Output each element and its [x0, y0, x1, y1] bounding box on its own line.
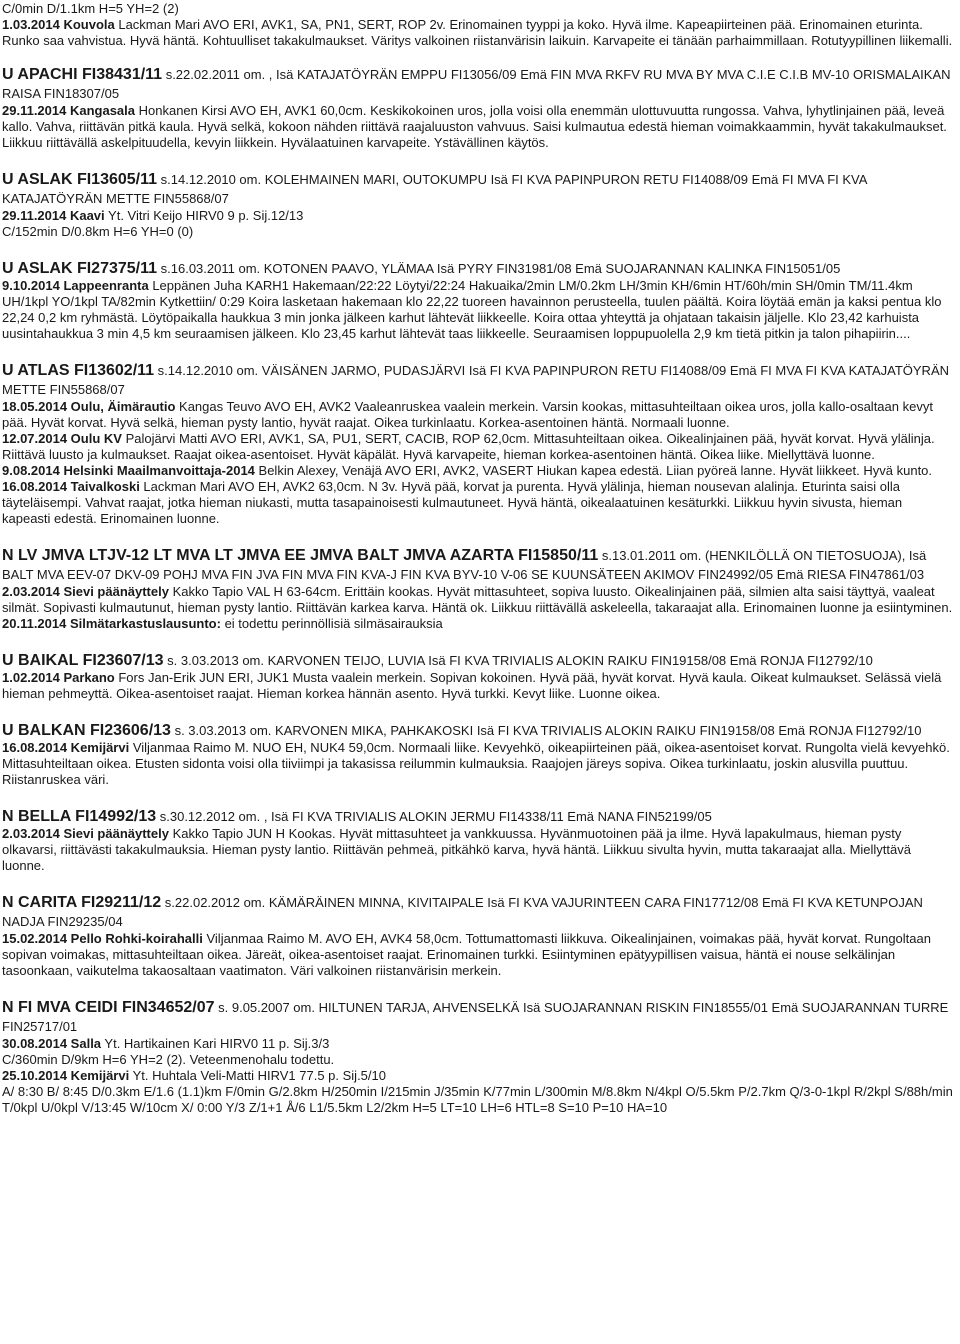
dog-name: N FI MVA CEIDI FIN34652/07 [2, 999, 215, 1016]
dog-heading [2, 893, 954, 931]
pedigree: , Isä FI KVA TRIVIALIS ALOKIN JERMU FI14338/11 Emä NANA FIN52199/05 [260, 809, 712, 824]
dog-heading [2, 170, 954, 208]
result-date: 12.07.2014 Oulu KV [2, 431, 122, 446]
birth-date: s. 3.03.2013 om. [170, 723, 272, 738]
result-text: Honkanen Kirsi AVO EH, AVK1 60,0cm. Keskikokoinen uros, jolla voisi olla enemmän ulottuvuutta rungossa. Vahva, lyhytlinjainen pää, leveä kallo. Vahva, riittävän pitkä kaula. Hyvä selkä, kokoon nähden riittävä raajaluuston vahvuus. Saisi kulmautua edestä hieman voimakkaammin, hyvät takakulmaukset. Liikkuu riittävällä askelpituudella, kevyin liikkein. Hyvälaatuinen karvapeite. Ystävällinen käytös. [2, 103, 947, 150]
result-line [2, 463, 954, 479]
entry-spacer [2, 702, 954, 721]
entry-spacer [2, 240, 954, 259]
dog-entry [2, 527, 954, 632]
result-line [2, 399, 954, 431]
entry-spacer [2, 49, 954, 65]
result-date: 1.03.2014 Kouvola [2, 17, 115, 32]
result-date: 29.11.2014 Kaavi [2, 208, 105, 223]
result-extra: C/360min D/9km H=6 YH=2 (2). Veteenmenohalu todettu. [2, 1052, 335, 1067]
pedigree: (HENKILÖLLÄ ON TIETOSUOJA), Isä BALT MVA EEV-07 DKV-09 POHJ MVA FIN JVA FIN MVA FIN KVA-J FIN KVA BYV-10 V-06 SE KUUNSÄTEEN AKIMOV FIN24992/05 Emä RIESA FIN47861/03 [2, 548, 927, 582]
entry-spacer [2, 632, 954, 651]
dog-name: N LV JMVA LTJV-12 LT MVA LT JMVA EE JMVA BALT JMVA AZARTA FI15850/11 [2, 547, 599, 564]
entry-spacer [2, 788, 954, 807]
result-text: Lackman Mari AVO ERI, AVK1, SA, PN1, SERT, ROP 2v. Erinomainen tyyppi ja koko. Hyvä ilme. Kapeapiirteinen pää. Erinomainen eturinta. Runko saa vahvistua. Hyvä häntä. Kohtuulliset takakulmaukset. Väritys valkoinen riistanvärisin laikuin. Karvapeite ei tänään parhaimmillaan. Rotutyypillinen liikemalli. [2, 17, 953, 48]
dog-entry [2, 632, 954, 702]
result-date: 16.08.2014 Taivalkoski [2, 479, 140, 494]
pedigree: KOLEHMAINEN MARI, OUTOKUMPU Isä FI KVA PAPINPURON RETU FI14088/09 Emä FI MVA FI KVA KATAJATÖYRÄN METTE FIN55868/07 [2, 172, 867, 206]
entry-spacer [2, 527, 954, 546]
result-text: Fors Jan-Erik JUN ERI, JUK1 Musta vaalein merkein. Sopivan kokoinen. Hyvä pää, hyvät korvat. Hyvä kaula. Oikeat kulmaukset. Selässä vielä hieman pehmeyttä. Oikea-asentoiset raajat. Hieman korkea hännän asento. Hyvä turkki. Kevyt liike. Luonne oikea. [2, 670, 942, 701]
tail-line: A/ 8:30 B/ 8:45 D/0.3km E/1.6 (1.1)km F/0min G/2.8km H/250min I/215min J/35min K/77min L/300min M/8.8km N/4kpl O/5.5km P/2.7km Q/3-0-1kpl R/2kpl S/88h/min T/0kpl U/0kpl V/13:45 W/10cm X/ 0:00 Y/3 Z/1+1 Å/6 L1/5.5km L2/2km H=5 LT=10 LH=6 HTL=8 S=10 P=10 HA=10 [2, 1084, 953, 1115]
dog-heading [2, 651, 954, 670]
tail-result [2, 1068, 954, 1084]
pedigree: KOTONEN PAAVO, YLÄMAA Isä PYRY FIN31981/08 Emä SUOJARANNAN KALINKA FIN15051/05 [260, 261, 841, 276]
dog-entry [2, 342, 954, 527]
birth-date: s.13.01.2011 om. [598, 548, 702, 563]
result-extra: C/152min D/0.8km H=6 YH=0 (0) [2, 224, 194, 239]
result-line [2, 616, 954, 632]
dog-heading [2, 998, 954, 1036]
result-text: Kangas Teuvo AVO EH, AVK2 Vaaleanruskea vaalein merkein. Varsin kookas, mittasuhteiltaan oikea uros, jolla kallo-osaltaan kevyt pää. Hyvät korvat. Hyvä selkä, hieman pysty lantio, hyvät raajat. Oikea turkinlaatu. Korkea-asentoinen häntä. Normaali luonne. [2, 399, 933, 430]
result-line [2, 479, 954, 527]
pedigree: , Isä KATAJATÖYRÄN EMPPU FI13056/09 Emä FIN MVA RKFV RU MVA BY MVA C.I.E C.I.B MV-10 ORISMALAIKAN RAISA FIN18307/05 [2, 67, 951, 101]
birth-date: s. 9.05.2007 om. [214, 1000, 315, 1015]
result-line [2, 670, 954, 702]
result-date: 15.02.2014 Pello Rohki-koirahalli [2, 931, 203, 946]
pedigree: KARVONEN MIKA, PAHKAKOSKI Isä FI KVA TRIVIALIS ALOKIN RAIKU FIN19158/08 Emä RONJA FI12792/10 [271, 723, 922, 738]
result-date: 18.05.2014 Oulu, Äimärautio [2, 399, 176, 414]
birth-date: s.14.12.2010 om. [157, 172, 262, 187]
birth-date: s.14.12.2010 om. [154, 363, 259, 378]
intro-result [2, 17, 954, 49]
dog-entry [2, 702, 954, 788]
dog-heading [2, 65, 954, 103]
result-line [2, 826, 954, 874]
result-text: Lackman Mari AVO EH, AVK2 63,0cm. N 3v. Hyvä pää, korvat ja purenta. Hyvä ylälinja, hieman nousevan alalinja. Eturinta saisi olla täyteläisempi. Vahvat raajat, jotka hieman niukasti, mutta tasapainoisesti kulmautuneet. Hyvä häntä, oikealaatuinen kesäturkki. Liikkuu hyvin sivusta, hieman kapeasti edestä. Erinomainen luonne. [2, 479, 903, 526]
result-line [2, 431, 954, 463]
result-line [2, 278, 954, 342]
dog-name: U APACHI FI38431/11 [2, 66, 163, 83]
entry-spacer [2, 342, 954, 361]
birth-date: s.22.02.2011 om. [162, 67, 266, 82]
result-text: Palojärvi Matti AVO ERI, AVK1, SA, PU1, SERT, CACIB, ROP 62,0cm. Mittasuhteiltaan oikea. Oikealinjainen pää, hyvät korvat. Hyvä ylälinja. Riittävä luusto ja kulmaukset. Raajat oikea-asentoiset. Hyvät käpälät. Hyvä karvapeite, hieman korkea-asentoinen häntä. Oikea liike. Miellyttävä luonne. [2, 431, 935, 462]
result-line [2, 1036, 954, 1052]
dog-heading [2, 546, 954, 584]
pedigree: KARVONEN TEIJO, LUVIA Isä FI KVA TRIVIALIS ALOKIN RAIKU FIN19158/08 Emä RONJA FI12792/10 [264, 653, 873, 668]
dog-entry [2, 874, 954, 979]
result-line [2, 208, 954, 224]
birth-date: s.16.03.2011 om. [157, 261, 261, 276]
entry-spacer [2, 874, 954, 893]
result-line [2, 931, 954, 979]
entry-spacer [2, 151, 954, 170]
result-date: 2.03.2014 Sievi päänäyttely [2, 584, 169, 599]
result-line [2, 584, 954, 616]
result-text: Leppänen Juha KARH1 Hakemaan/22:22 Löytyi/22:24 Hakuaika/2min LM/0.2km LH/3min KH/6min HT/60h/min SH/0min TM/11.4km UH/1kpl YO/1kpl TA/82min Kytkettiin/ 0:29 Koira lasketaan hakemaan klo 22,22 tuoreen havainnon perusteella, tuulen päältä. Koira löytää emän ja kaksi pentua klo 22,24 0,2 km ryhmästä. Löytöpaikalla haukkua 3 min jonka jälkeen karhut lähtevät liikkeelle. Koira ottaa yhteyttä ja ohjataan takaisin jäljelle. Klo 23,42 karhuista uusintahaukkua 3 min 4,5 km seuraamisen jälkeen. Klo 23,45 karhut lähtevät taas liikkeelle. Seuraamisen loppupuolella 2,9 km tietä pitkin ja talon pihapiirin.... [2, 278, 942, 341]
result-text: Viljanmaa Raimo M. NUO EH, NUK4 59,0cm. Normaali liike. Kevyehkö, oikeapiirteinen pää, oikea-asentoiset korvat. Rungolta vielä kevyehkö. Mittasuhteiltaan oikea. Etusten sidonta voisi olla tiiviimpi ja takasissa reilummin kulmauksia. Raajojen järeys sopiva. Oikea turkinlaatu, joskin alusvilla puuttuu. Riistanruskea väri. [2, 740, 950, 787]
result-text: Viljanmaa Raimo M. AVO EH, AVK4 58,0cm. Tottumattomasti liikkuva. Oikealinjainen, voimakas pää, hyvät korvat. Rungoltaan sopivan voimakas, mittasuhteiltaan oikea. Järeät, oikea-asentoiset raajat. Erinomainen turkki. Esiintyminen epätyypillisen vaisua, häntä ei nouse selkälinjan tasoonkaan, vaikutelma takaosaltaan vaatimaton. Väri valkoinen riistanvärisin merkein. [2, 931, 931, 978]
dog-entry [2, 788, 954, 874]
dog-heading [2, 361, 954, 399]
result-date: 25.10.2014 Kemijärvi [2, 1068, 130, 1083]
dog-entry [2, 240, 954, 342]
dog-name: U ASLAK FI27375/11 [2, 260, 158, 277]
result-date: 1.02.2014 Parkano [2, 670, 115, 685]
result-text: Kakko Tapio JUN H Kookas. Hyvät mittasuhteet ja vankkuussa. Hyvänmuotoinen pää ja ilme. Hyvä lapakulmaus, hieman pysty olkavarsi, riittävästi takakulmauksia. Hieman pysty lantio. Riittävän pehmeä, pitkähkö karva, hyvä häntä. Liikkuu sivulta hyvin, mutta takaraajat alla. Miellyttävä luonne. [2, 826, 911, 873]
dog-entry [2, 151, 954, 240]
dog-heading [2, 259, 954, 278]
pedigree: VÄISÄNEN JARMO, PUDASJÄRVI Isä FI KVA PAPINPURON RETU FI14088/09 Emä FI MVA FI KVA KATAJATÖYRÄN METTE FIN55868/07 [2, 363, 950, 397]
result-date: 9.08.2014 Helsinki Maailmanvoittaja-2014 [2, 463, 255, 478]
result-date: 9.10.2014 Lappeenranta [2, 278, 149, 293]
dog-name: U ASLAK FI13605/11 [2, 171, 158, 188]
dog-name: N CARITA FI29211/12 [2, 894, 162, 911]
entries-list [2, 49, 954, 1068]
result-line [2, 740, 954, 788]
dog-entry [2, 979, 954, 1068]
result-text: Belkin Alexey, Venäjä AVO ERI, AVK2, VASERT Hiukan kapea edestä. Liian pyöreä lanne. Hyvät liikkeet. Hyvä kunto. [254, 463, 933, 478]
pedigree: HILTUNEN TARJA, AHVENSELKÄ Isä SUOJARANNAN RISKIN FIN18555/01 Emä SUOJARANNAN TURRE FIN25717/01 [2, 1000, 949, 1034]
result-date: 2.03.2014 Sievi päänäyttely [2, 826, 169, 841]
birth-date: s. 3.03.2013 om. [163, 653, 264, 668]
result-text: Yt. Huhtala Veli-Matti HIRV1 77.5 p. Sij.5/10 [129, 1068, 386, 1083]
entry-spacer [2, 979, 954, 998]
dog-name: U BAIKAL FI23607/13 [2, 652, 164, 669]
dog-name: U BALKAN FI23606/13 [2, 722, 171, 739]
birth-date: s.30.12.2012 om. [156, 809, 261, 824]
intro-line: C/0min D/1.1km H=5 YH=2 (2) [2, 1, 179, 16]
dog-entry [2, 49, 954, 151]
result-date: 30.08.2014 Salla [2, 1036, 102, 1051]
result-date: 16.08.2014 Kemijärvi [2, 740, 130, 755]
result-text: Yt. Hartikainen Kari HIRV0 11 p. Sij.3/3 [101, 1036, 330, 1051]
dog-name: N BELLA FI14992/13 [2, 808, 157, 825]
result-text: Yt. Vitri Keijo HIRV0 9 p. Sij.12/13 [104, 208, 304, 223]
result-text: Kakko Tapio VAL H 63-64cm. Erittäin kookas. Hyvät mittasuhteet, sopiva luusto. Oikealinjainen pää, silmien alta saisi täyttyä, vaaleat silmät. Sopivasti kulmautunut, hieman pysty lantio. Riittävän karkea karva. Häntä ok. Liikkuu riittävällä askeleella, takaraajat alla. Erinomainen luonne ja esiintyminen. [2, 584, 953, 615]
result-date: 29.11.2014 Kangasala [2, 103, 135, 118]
dog-name: U ATLAS FI13602/11 [2, 362, 155, 379]
dog-heading [2, 721, 954, 740]
result-text: ei todettu perinnöllisiä silmäsairauksia [220, 616, 443, 631]
pedigree: KÄMÄRÄINEN MINNA, KIVITAIPALE Isä FI KVA VAJURINTEEN CARA FIN17712/08 Emä FI KVA KETUNPOJAN NADJA FIN29235/04 [2, 895, 923, 929]
result-date: 20.11.2014 Silmätarkastuslausunto: [2, 616, 221, 631]
result-line [2, 103, 954, 151]
dog-heading [2, 807, 954, 826]
birth-date: s.22.02.2012 om. [161, 895, 266, 910]
